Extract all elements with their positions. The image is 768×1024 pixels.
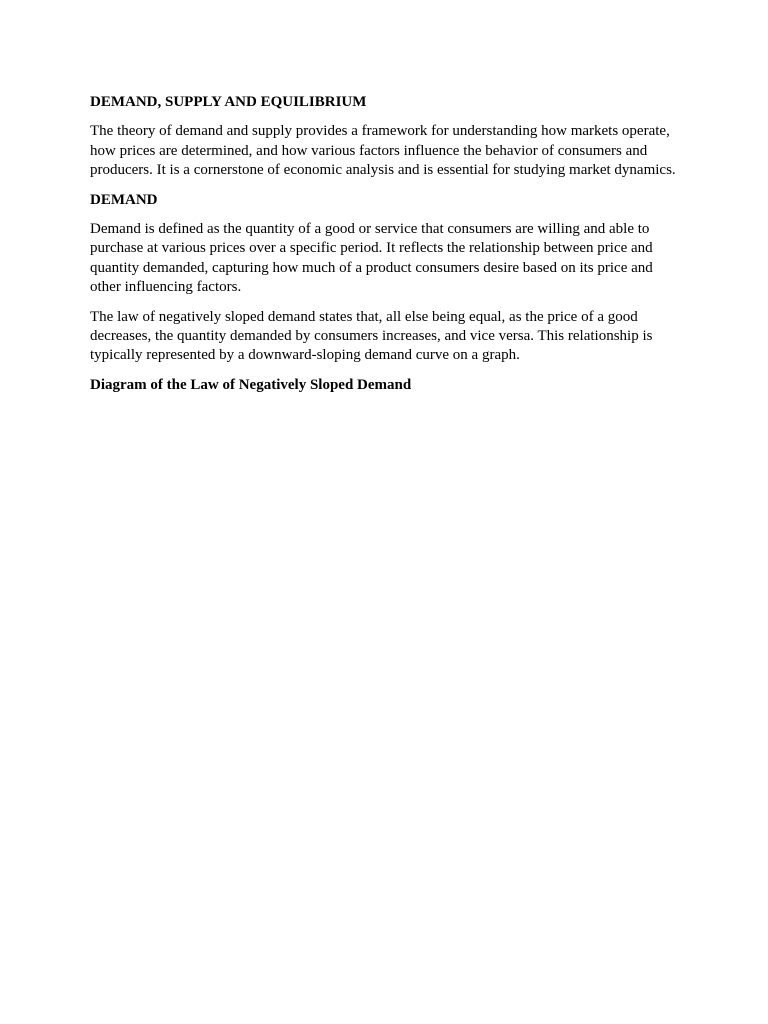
section-heading-demand: DEMAND	[90, 191, 158, 208]
document-body	[90, 93, 680, 405]
intro-paragraph: The theory of demand and supply provides a framework for understanding how markets operate, how prices are determined, and how various factors influence the behavior of consumers and producers. It is a cornerstone of economic analysis and is essential for studying market dynamics.	[90, 123, 676, 179]
law-of-demand-paragraph: The law of negatively sloped demand states that, all else being equal, as the price of a good decreases, the quantity demanded by consumers increases, and vice versa. This relationship is typically represented by a downward-sloping demand curve on a graph.	[90, 308, 653, 364]
demand-definition-paragraph: Demand is defined as the quantity of a good or service that consumers are willing and able to purchase at various prices over a specific period. It reflects the relationship between price and quantity demanded, capturing how much of a product consumers desire based on its price and other influencing factors.	[90, 221, 653, 296]
diagram-heading: Diagram of the Law of Negatively Sloped Demand	[90, 376, 412, 393]
document-title: DEMAND, SUPPLY AND EQUILIBRIUM	[90, 94, 367, 110]
